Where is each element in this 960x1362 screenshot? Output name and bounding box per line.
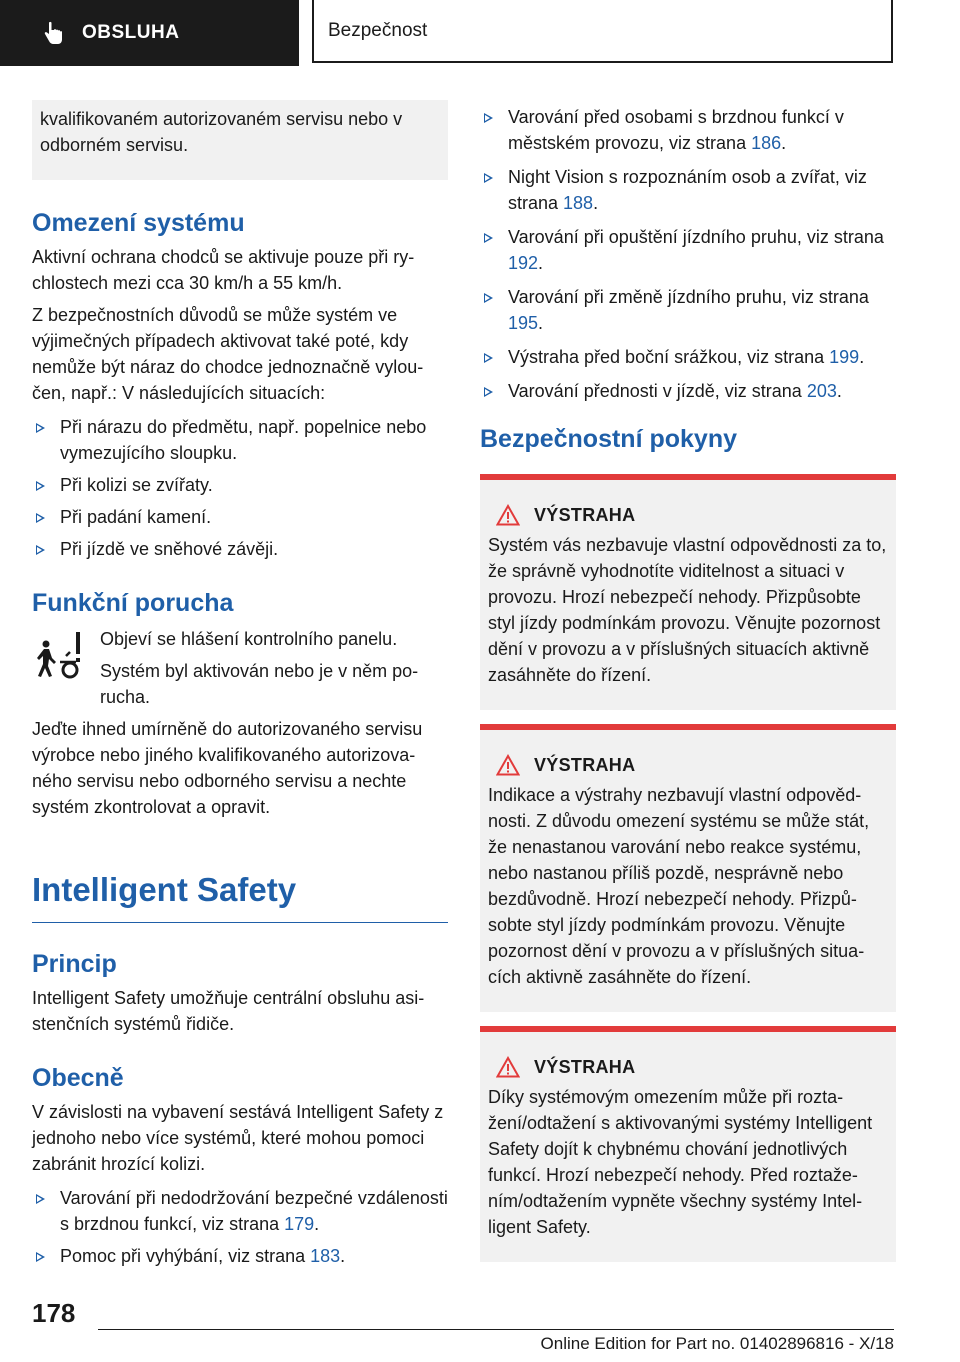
bullet-triangle-icon (36, 481, 45, 491)
fault-text (100, 626, 448, 716)
warning-head (496, 1056, 888, 1078)
hand-icon (40, 20, 66, 46)
obecne-heading: Obecně (32, 1064, 124, 1092)
list-item: Při kolizi se zvířaty. (32, 472, 448, 498)
pedestrian-warning-icon (32, 626, 90, 684)
page-link[interactable]: 203 (806, 381, 837, 401)
list-item: Při nárazu do předmětu, např. popelnice nebo vymezujícího sloupku. (32, 414, 448, 466)
note-box: kvalifikovaném autorizovaném servisu nebo v odborném servisu. (32, 100, 448, 180)
obecne-paragraph: V závislosti na vybavení sestává Intelligent Safety z jednoho nebo více systémů, které mohou pomoci zabránit hrozící kolizi. (32, 1102, 444, 1174)
princip-paragraph: Intelligent Safety umožňuje centrální obsluhu asistenčních systémů řidiče. (32, 988, 425, 1034)
list-item: Varování při nedodržování bezpečné vzdálenosti s brzdnou funkcí, viz strana 179. (32, 1185, 448, 1237)
omezeni-list (32, 414, 448, 562)
page-footer (0, 1290, 960, 1362)
list-item: Pomoc při vyhýbání, viz strana 183. (32, 1243, 448, 1269)
page-link[interactable]: 195 (508, 313, 539, 333)
fault-block (32, 626, 448, 716)
chapter-tab[interactable] (0, 0, 299, 66)
list-item: Při padání kamení. (32, 504, 448, 530)
list-item: Varování při opuštění jízdního pruhu, viz strana 192. (480, 224, 896, 276)
bullet-triangle-icon (36, 545, 45, 555)
warning-triangle-icon (496, 754, 520, 776)
omezeni-heading: Omezení systému (32, 209, 245, 237)
warning-title: VÝSTRAHA (534, 1056, 636, 1077)
omezeni-paragraph-2: Z bezpečnostních důvodů se může systém ve výjimečných případech aktivovat také poté, kdy nemůže být náraz do chodce jednoznačně vyloučen, např.: V následujících situacích: (32, 305, 424, 403)
list-item: Varování při změně jízdního pruhu, viz strana 195. (480, 284, 896, 336)
porucha-paragraph-1: Objeví se hlášení kontrolního panelu. (100, 629, 398, 649)
warning-box (480, 474, 896, 710)
page-header (0, 0, 960, 66)
list-item: Výstraha před boční srážkou, viz strana 199. (480, 344, 896, 370)
warning-text: Systém vás nezbavuje vlastní odpovědnosti za to, že správně vyhodnotíte viditelnost a situaci v provozu. Hrozí nebezpečí nehody. Přizpůsobte styl jízdy podmínkám provozu. Věnujte pozornost dění v provozu a v příslušných situacích aktivně zasáhněte do řízení. (488, 535, 887, 685)
warning-triangle-icon (496, 1056, 520, 1078)
intelligent-safety-heading: Intelligent Safety (32, 870, 448, 923)
warning-title: VÝSTRAHA (534, 754, 636, 775)
princip-heading: Princip (32, 950, 117, 978)
bullet-triangle-icon (484, 387, 493, 397)
bullet-triangle-icon (484, 293, 493, 303)
list-item: Varování přednosti v jízdě, viz strana 203. (480, 378, 896, 404)
warning-text: Indikace a výstrahy nezbavují vlastní odpovědnosti. Z důvodu omezení systému se může stát, že nenastanou varování nebo reakce systému, nebo nastanou příliš pozdě, nesprávně nebo bezdůvodně. Hrozí nebezpečí nehody. Přizpůsobte styl jízdy podmínkám provozu. Věnujte pozornost dění v provozu a v příslušných situacích aktivně zasáhněte do řízení. (488, 785, 870, 987)
left-column (32, 100, 448, 1275)
list-item: Při jízdě ve sněhové závěji. (32, 536, 448, 562)
bullet-triangle-icon (484, 233, 493, 243)
bullet-triangle-icon (36, 1252, 45, 1262)
chapter-tab-label: OBSLUHA (82, 22, 180, 43)
bullet-triangle-icon (484, 353, 493, 363)
section-title-box (312, 0, 893, 63)
right-column (480, 100, 896, 1276)
omezeni-paragraph-1: Aktivní ochrana chodců se aktivuje pouze při rychlostech mezi cca 30 km/h a 55 km/h. (32, 247, 415, 293)
page-link[interactable]: 199 (829, 347, 860, 367)
bullet-triangle-icon (36, 1194, 45, 1204)
warning-box (480, 724, 896, 1012)
page-link[interactable]: 192 (508, 253, 539, 273)
edition-note: Online Edition for Part no. 01402896816 - X/18 (540, 1334, 894, 1353)
porucha-heading: Funkční porucha (32, 589, 234, 617)
footer-divider (98, 1329, 894, 1330)
porucha-paragraph-2: Systém byl aktivován nebo je v něm porucha. (100, 661, 419, 707)
page-number: 178 (32, 1298, 76, 1328)
bullet-triangle-icon (484, 173, 493, 183)
porucha-paragraph-3: Jeďte ihned umírněně do autorizovaného servisu výrobce nebo jiného kvalifikovaného autorizovaného servisu nebo odborného servisu a nechte systém zkontrolovat a opravit. (32, 719, 423, 817)
pokyny-heading: Bezpečnostní pokyny (480, 425, 737, 453)
page-link[interactable]: 186 (751, 133, 782, 153)
warning-head (496, 504, 888, 526)
warning-title: VÝSTRAHA (534, 504, 636, 525)
bullet-triangle-icon (36, 513, 45, 523)
bullet-triangle-icon (484, 113, 493, 123)
page-link[interactable]: 179 (284, 1214, 315, 1234)
section-title: Bezpečnost (328, 19, 428, 41)
intelligent-list (32, 1185, 448, 1269)
warning-text: Díky systémovým omezením může při roztažení/odtažení s aktivovanými systémy Intelligent Safety dojít k chybnému chování jednotlivých funkcí. Hrozí nebezpečí nehody. Před roztažením/odtažením vypněte všechny systémy Intelligent Safety. (488, 1087, 873, 1237)
bullet-triangle-icon (36, 423, 45, 433)
list-item: Night Vision s rozpoznáním osob a zvířat, viz strana 188. (480, 164, 896, 216)
page-link[interactable]: 188 (563, 193, 594, 213)
assist-systems-list (480, 104, 896, 404)
page-link[interactable]: 183 (310, 1246, 341, 1266)
list-item: Varování před osobami s brzdnou funkcí v městském provozu, viz strana 186. (480, 104, 896, 156)
warning-box (480, 1026, 896, 1262)
warning-head (496, 754, 888, 776)
warning-triangle-icon (496, 504, 520, 526)
